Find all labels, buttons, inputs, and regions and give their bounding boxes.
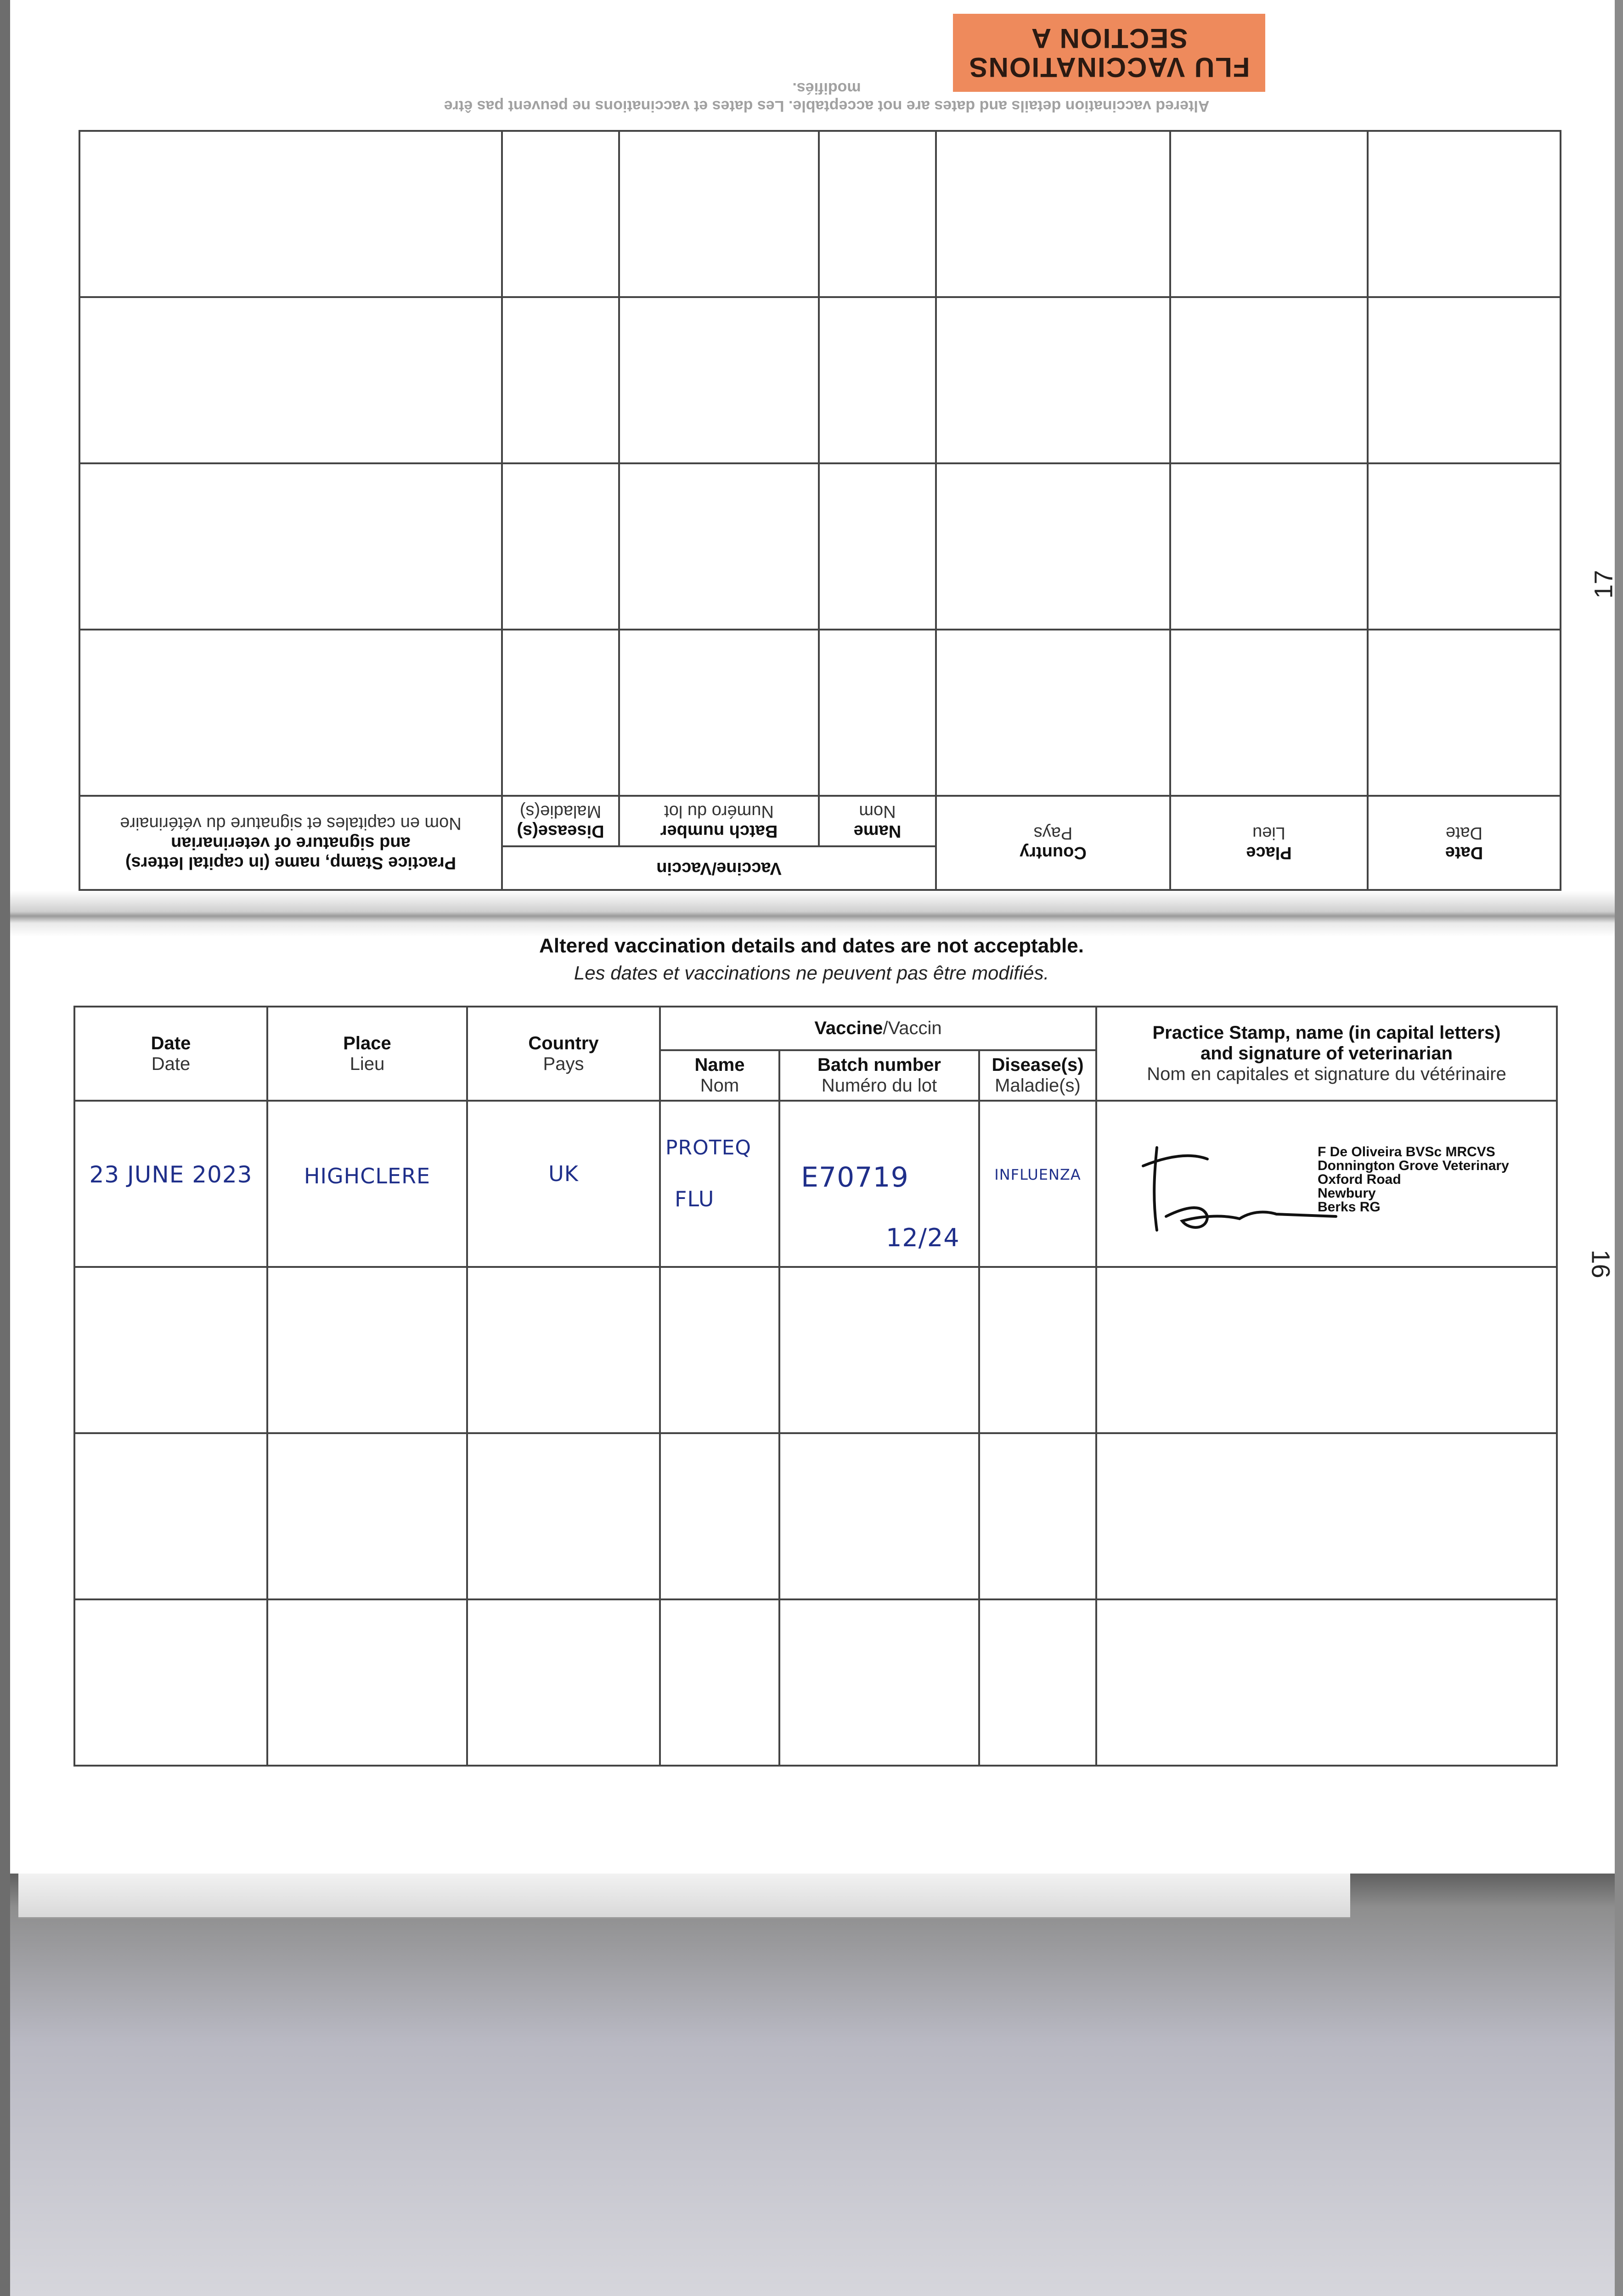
stamp-line-1: F De Oliveira BVSc MRCVS bbox=[1318, 1144, 1495, 1159]
scan-border-right bbox=[1615, 0, 1623, 2296]
table-row bbox=[74, 1267, 1557, 1433]
entry-place: HIGHCLERE bbox=[304, 1164, 431, 1188]
header-vaccine-en: Vaccine bbox=[814, 1018, 883, 1038]
upper-header-batch: Batch number Numéro du lot bbox=[619, 796, 819, 846]
header-date: Date Date bbox=[74, 1007, 267, 1101]
upper-table-row bbox=[79, 297, 1561, 463]
altered-notice-fr: Les dates et vaccinations ne peuvent pas être modifiés. bbox=[574, 962, 1049, 984]
entry-name-line1: PROTEQ bbox=[665, 1136, 752, 1159]
table-row bbox=[74, 1433, 1557, 1599]
header-place: Place Lieu bbox=[267, 1007, 467, 1101]
entry-stamp-cell bbox=[1096, 1101, 1557, 1267]
page-number-16: 16 bbox=[1586, 1249, 1616, 1278]
header-vaccine-fr: /Vaccin bbox=[883, 1018, 942, 1038]
scan-background-bottom bbox=[10, 1874, 1615, 2296]
entry-batch-cell bbox=[779, 1101, 979, 1267]
book-gutter bbox=[10, 891, 1615, 937]
table-row bbox=[74, 1599, 1557, 1766]
upper-header-country: Country Pays bbox=[936, 796, 1170, 890]
header-vaccine bbox=[660, 1007, 1096, 1050]
upper-table-row bbox=[79, 630, 1561, 796]
entry-expiry: 12/24 bbox=[886, 1223, 960, 1252]
header-country: Country Pays bbox=[467, 1007, 660, 1101]
header-name: Name Nom bbox=[660, 1050, 779, 1101]
stamp-line-2: Donnington Grove Veterinary bbox=[1318, 1158, 1509, 1173]
page-number-17: 17 bbox=[1589, 570, 1618, 599]
page-edges bbox=[18, 1874, 1350, 1919]
practice-stamp bbox=[1318, 1145, 1509, 1214]
upper-header-row bbox=[79, 846, 1561, 890]
upper-vaccination-table bbox=[79, 130, 1561, 891]
entry-date-cell bbox=[74, 1101, 267, 1267]
altered-notice-en: Altered vaccination details and dates are not acceptable. bbox=[539, 934, 1084, 957]
upper-header-disease: Disease(s) Maladie(s) bbox=[502, 796, 619, 846]
upper-header-vaccine: Vaccine/Vaccin bbox=[502, 846, 936, 890]
upper-header-stamp: Practice Stamp, name (in capital letters) and signature of veterinarian Nom en capitales et signature du vétérinaire bbox=[79, 796, 502, 890]
entry-date: 23 JUNE 2023 bbox=[89, 1161, 253, 1188]
header-stamp: Practice Stamp, name (in capital letters) and signature of veterinarian Nom en capitales et signature du vétérinaire bbox=[1096, 1007, 1557, 1101]
table-row bbox=[74, 1101, 1557, 1267]
upper-page bbox=[80, 14, 1561, 891]
upper-table-row bbox=[79, 463, 1561, 630]
entry-disease: INFLUENZA bbox=[994, 1166, 1081, 1183]
stamp-line-3: Oxford Road bbox=[1318, 1172, 1401, 1187]
header-row bbox=[74, 1007, 1557, 1050]
header-disease: Disease(s) Maladie(s) bbox=[979, 1050, 1096, 1101]
upper-header-name: Name Nom bbox=[819, 796, 936, 846]
entry-name-cell bbox=[660, 1101, 779, 1267]
entry-disease-cell bbox=[979, 1101, 1096, 1267]
upper-header-place: Place Lieu bbox=[1170, 796, 1368, 890]
section-badge-line2: SECTION A bbox=[1030, 23, 1188, 54]
entry-country: UK bbox=[548, 1161, 579, 1186]
flu-vaccination-table bbox=[73, 1006, 1558, 1767]
section-badge-line1: FLU VACCINATIONS bbox=[968, 52, 1250, 83]
entry-country-cell bbox=[467, 1101, 660, 1267]
upper-caption: Altered vaccination details and dates are not acceptable. Les dates et vaccinations ne peuvent pas être modifiés. bbox=[444, 79, 1210, 115]
entry-name-line2: FLU bbox=[675, 1187, 715, 1211]
scan-border-left bbox=[0, 0, 10, 2296]
upper-header-date: Date Date bbox=[1368, 796, 1561, 890]
veterinarian-signature bbox=[1138, 1138, 1341, 1244]
entry-place-cell bbox=[267, 1101, 467, 1267]
entry-batch: E70719 bbox=[801, 1161, 909, 1193]
stamp-line-4: Newbury bbox=[1318, 1186, 1376, 1201]
stamp-line-5: Berks RG bbox=[1318, 1199, 1381, 1215]
upper-table-row bbox=[79, 131, 1561, 297]
header-batch: Batch number Numéro du lot bbox=[779, 1050, 979, 1101]
